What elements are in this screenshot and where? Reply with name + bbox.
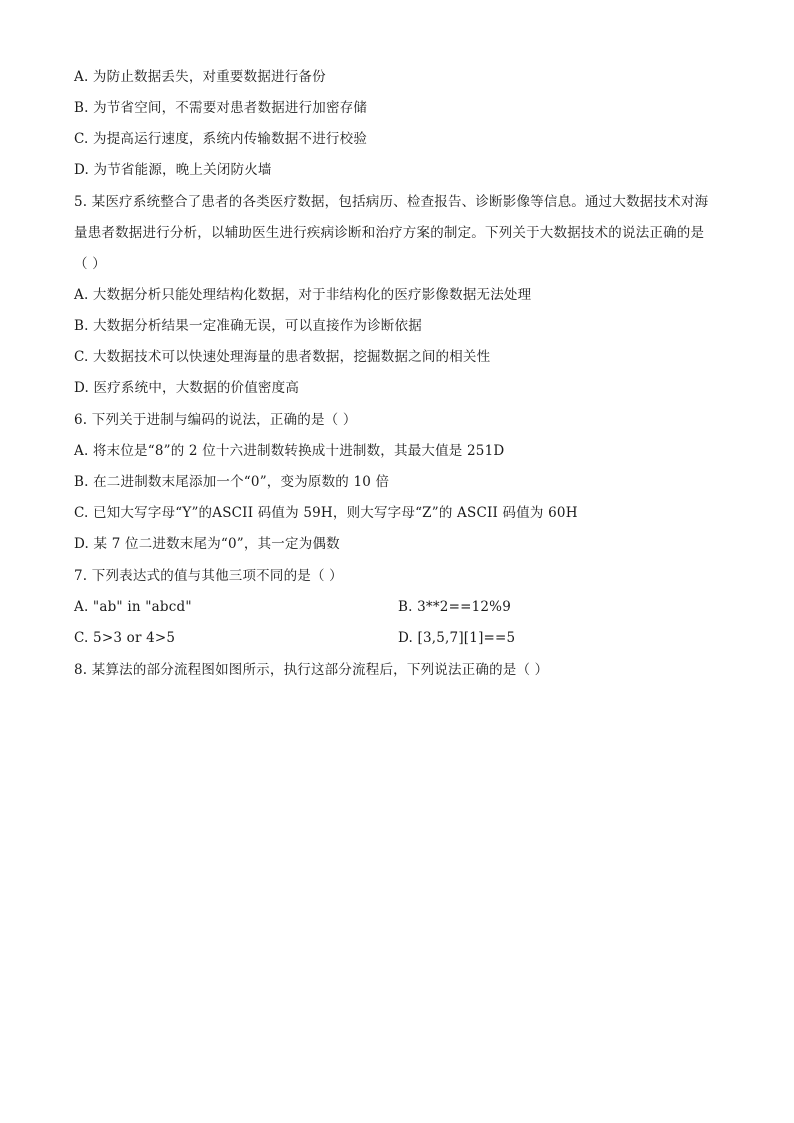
- q6-option-a: A. 将末位是“8”的 2 位十六进制数转换成十进制数，其最大值是 251D: [74, 443, 505, 459]
- q7-option-d: D. [3,5,7][1]==5: [398, 630, 516, 646]
- q7-option-b: B. 3**2==12%9: [398, 599, 511, 615]
- q7-option-c: C. 5>3 or 4>5: [74, 630, 176, 646]
- q7-option-a: A. "ab" in "abcd": [74, 599, 192, 615]
- q6-stem: 6. 下列关于进制与编码的说法，正确的是（ ）: [74, 412, 357, 428]
- q4-option-a: A. 为防止数据丢失，对重要数据进行备份: [74, 69, 326, 85]
- q7-stem: 7. 下列表达式的值与其他三项不同的是（ ）: [74, 568, 343, 584]
- q8-stem: 8. 某算法的部分流程图如图所示，执行这部分流程后，下列说法正确的是（ ）: [74, 662, 549, 678]
- q6-option-c: C. 已知大写字母“Y”的ASCII 码值为 59H，则大写字母“Z”的 ASCII 码值为 60H: [74, 505, 578, 521]
- q5-stem-line-2: 量患者数据进行分析，以辅助医生进行疾病诊断和治疗方案的制定。下列关于大数据技术的说法正确的是: [74, 225, 705, 241]
- q5-option-d: D. 医疗系统中，大数据的价值密度高: [74, 380, 300, 396]
- q5-option-a: A. 大数据分析只能处理结构化数据，对于非结构化的医疗影像数据无法处理: [74, 287, 532, 303]
- q5-option-c: C. 大数据技术可以快速处理海量的患者数据，挖掘数据之间的相关性: [74, 349, 491, 365]
- q5-option-b: B. 大数据分析结果一定准确无误，可以直接作为诊断依据: [74, 318, 422, 334]
- q6-option-d: D. 某 7 位二进数末尾为“0”，其一定为偶数: [74, 536, 340, 552]
- q5-stem-line-3: （ ）: [74, 256, 106, 272]
- q4-option-c: C. 为提高运行速度，系统内传输数据不进行校验: [74, 131, 368, 147]
- q4-option-b: B. 为节省空间，不需要对患者数据进行加密存储: [74, 100, 368, 116]
- q6-option-b: B. 在二进制数末尾添加一个“0”，变为原数的 10 倍: [74, 474, 390, 490]
- q4-option-d: D. 为节省能源，晚上关闭防火墙: [74, 162, 272, 178]
- q5-stem-line-1: 5. 某医疗系统整合了患者的各类医疗数据，包括病历、检查报告、诊断影像等信息。通过大数据技术对海: [74, 194, 709, 210]
